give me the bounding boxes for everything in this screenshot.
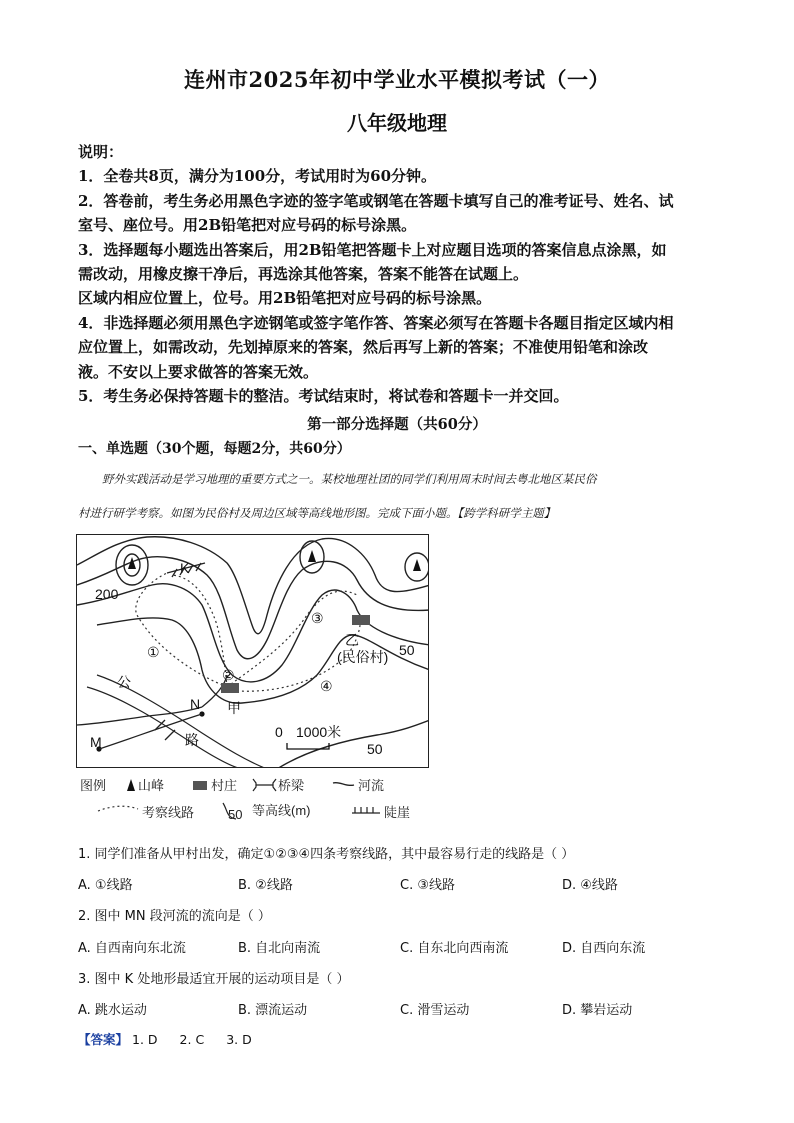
label-road-1: 公 (117, 674, 131, 690)
option[interactable]: D. 自西向东流 (562, 941, 646, 956)
legend-contour-num: 50 (228, 807, 243, 822)
option[interactable]: D. ④线路 (562, 878, 618, 893)
instruction-line: 需改动，用橡皮擦干净后，再选涂其他答案，答案不能答在试题上。 (78, 265, 529, 284)
instruction-line: 4．非选择题必须用黑色字迹钢笔或签字笔作答、答案必须写在答题卡各题目指定区域内相 (78, 313, 674, 332)
question-2-stem: 2. 图中 MN 段河流的流向是（ ） (78, 909, 271, 924)
peak-icon (127, 779, 135, 791)
label-route-1: ① (147, 644, 160, 660)
village-icon (193, 781, 207, 790)
label-50-right: 50 (399, 642, 415, 658)
option[interactable]: C. 滑雪运动 (400, 1003, 470, 1018)
option[interactable]: C. 自东北向西南流 (400, 941, 509, 956)
bridge-icon (253, 779, 276, 791)
answer-item: 1. D (132, 1032, 158, 1047)
legend-river: 河流 (358, 778, 385, 793)
answer-tag: 【答案】 (78, 1032, 129, 1047)
option[interactable]: D. 攀岩运动 (562, 1003, 633, 1018)
contour-map (76, 534, 429, 768)
option[interactable]: A. 跳水运动 (78, 1003, 147, 1018)
option[interactable]: B. 漂流运动 (238, 1003, 308, 1018)
label-road-2: 路 (185, 732, 199, 748)
legend-village: 村庄 (211, 778, 238, 793)
instruction-line: 液。不安以上要求做答的答案无效。 (78, 362, 319, 381)
label-k: K (180, 560, 190, 576)
answer-key (78, 1030, 274, 1048)
instruction-line: 室号、座位号。用2B铅笔把对应号码的标号涂黑。 (78, 216, 417, 235)
label-scale-len: 1000米 (296, 724, 342, 740)
instructions-heading: 说明： (78, 143, 124, 161)
route-icon (98, 806, 138, 811)
label-scale-0: 0 (275, 724, 283, 740)
instructions (78, 140, 718, 408)
river-icon (333, 783, 354, 786)
label-village-jia: 甲 (227, 700, 241, 716)
legend-bridge: 桥梁 (278, 778, 305, 793)
cliff-icon (352, 807, 380, 813)
label-folk-village: (民俗村) (337, 649, 389, 665)
label-village-yi: 乙 (345, 632, 359, 648)
answer-item: 3. D (226, 1032, 252, 1047)
exam-title: 连州市2025年初中学业水平模拟考试（一） (184, 67, 610, 92)
legend-title: 图例 (80, 778, 107, 793)
label-m: M (90, 734, 102, 750)
instruction-line: 1．全卷共8页，满分为100分，考试用时为60分钟。 (78, 167, 437, 186)
instruction-line: 5．考生务必保持答题卡的整洁。考试结束时，将试卷和答题卡一并交回。 (78, 387, 569, 406)
part-title: 第一部分选择题（共60分） (307, 416, 487, 433)
legend-contour: 等高线(m) (252, 803, 311, 818)
instruction-line: 3．选择题每小题选出答案后，用2B铅笔把答题卡上对应题目选项的答案信息点涂黑，如 (78, 240, 667, 259)
option[interactable]: A. 自西南向东北流 (78, 941, 186, 956)
label-n: N (190, 696, 201, 712)
label-route-3: ③ (311, 610, 324, 626)
legend-peak: 山峰 (138, 778, 165, 793)
question-intro (78, 462, 718, 530)
question-3-stem: 3. 图中 K 处地形最适宜开展的运动项目是（ ） (78, 972, 350, 987)
instruction-line: 2．答卷前，考生务必用黑色字迹的签字笔或钢笔在答题卡填写自己的准考证号、姓名、试 (78, 191, 674, 210)
instruction-line: 应位置上，如需改动，先划掉原来的答案，然后再写上新的答案；不准使用铅笔和涂改 (78, 338, 649, 357)
option[interactable]: A. ①线路 (78, 878, 133, 893)
exam-subtitle: 八年级地理 (347, 111, 447, 135)
label-200: 200 (95, 586, 119, 602)
legend-route: 考察线路 (142, 805, 195, 820)
label-50-bottom: 50 (367, 741, 383, 757)
legend-cliff: 陡崖 (384, 805, 411, 820)
intro-line-1: 野外实践活动是学习地理的重要方式之一。某校地理社团的同学们利用周末时间去粤北地区某民俗 (102, 472, 597, 486)
label-route-2: ② (222, 667, 235, 683)
label-route-4: ④ (320, 678, 333, 694)
answer-item: 2. C (179, 1032, 205, 1047)
option[interactable]: C. ③线路 (400, 878, 455, 893)
intro-line-2: 村进行研学考察。如图为民俗村及周边区域等高线地形图。完成下面小题。【跨学科研学主题】 (78, 506, 556, 520)
option[interactable]: B. 自北向南流 (238, 941, 321, 956)
question-1-stem: 1. 同学们准备从甲村出发，确定①②③④四条考察线路，其中最容易行走的线路是（ ） (78, 847, 575, 862)
option[interactable]: B. ②线路 (238, 878, 293, 893)
section-title: 一、单选题（30个题，每题2分，共60分） (78, 441, 351, 457)
map-legend (78, 775, 438, 829)
instruction-line: 区域内相应位置上，位号。用2B铅笔把对应号码的标号涂黑。 (78, 289, 492, 308)
